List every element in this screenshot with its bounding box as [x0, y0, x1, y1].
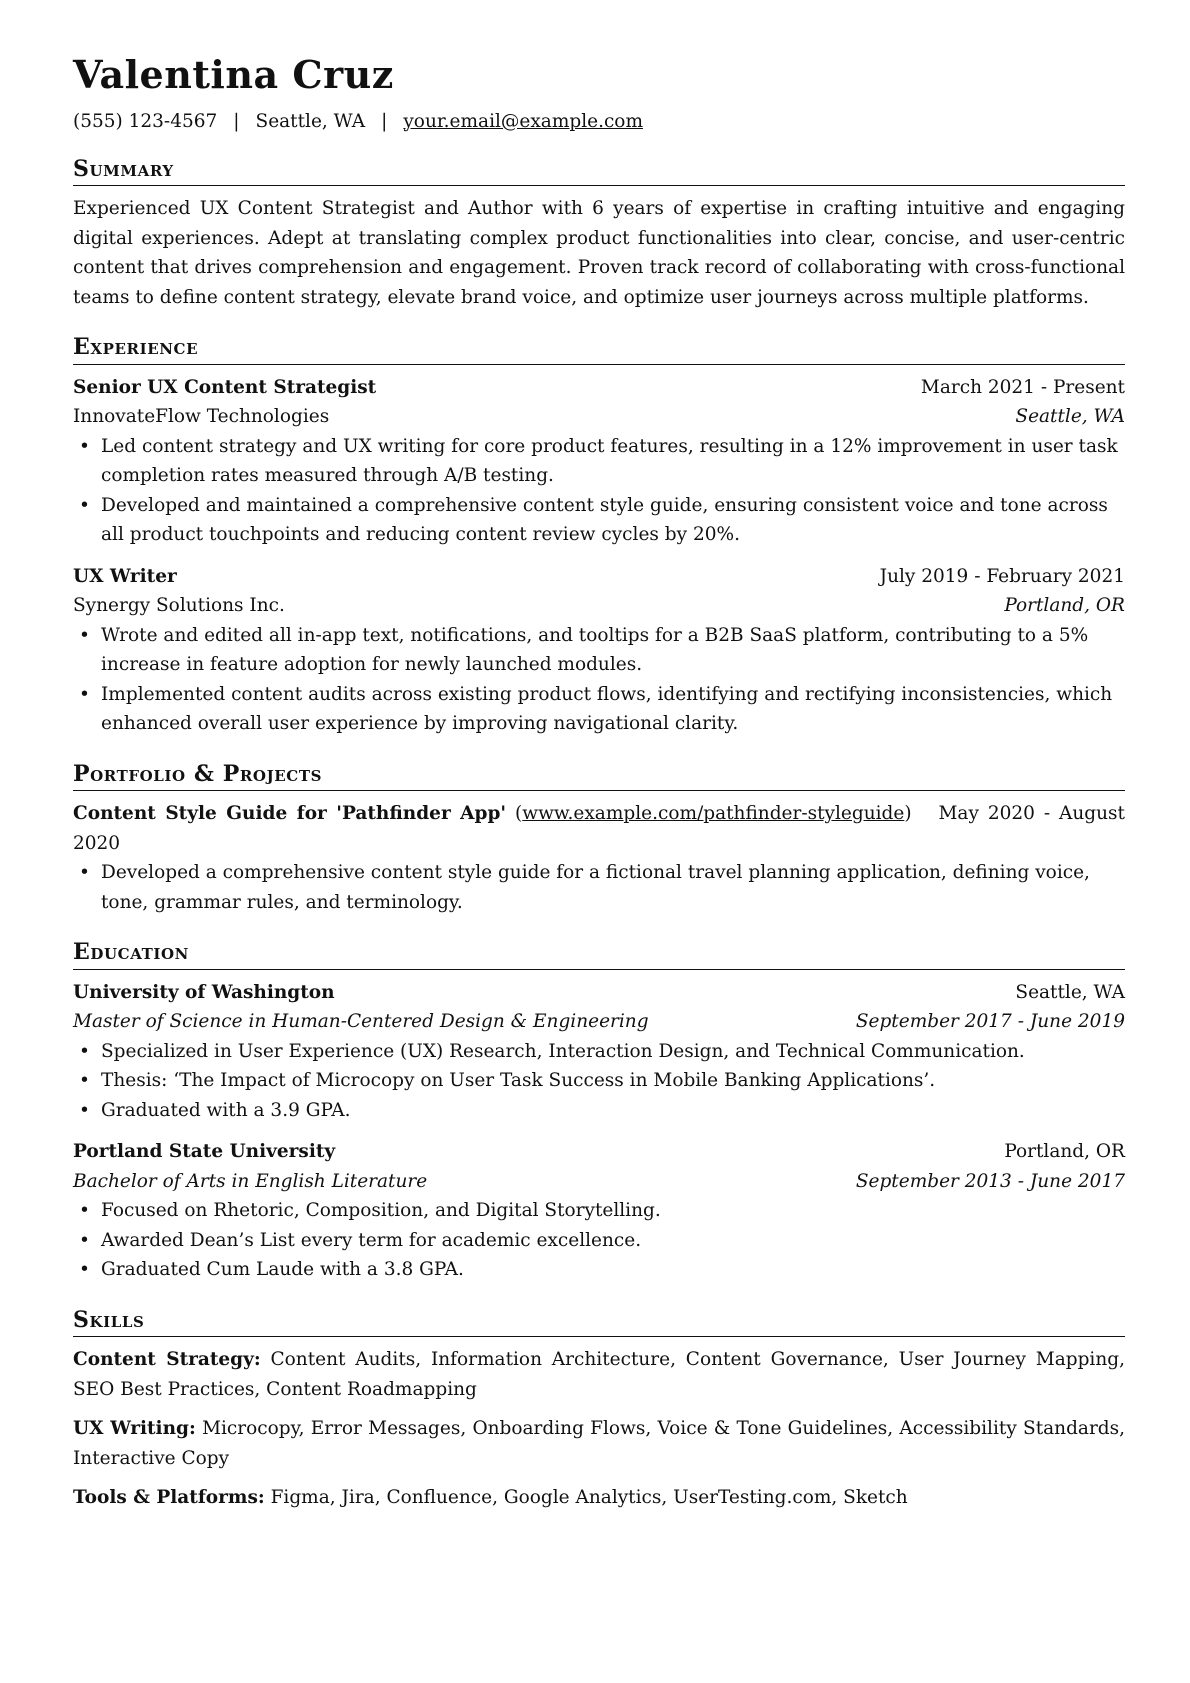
school-location: Seattle, WA	[1015, 981, 1125, 1003]
skill-items: Content Audits, Information Architecture, Content Governance, User Journey Mapping, SEO Best Practices, Content Roadmapping	[73, 1349, 1125, 1400]
contact-location: Seattle, WA	[255, 110, 366, 132]
skill-items: Microcopy, Error Messages, Onboarding Flows, Voice & Tone Guidelines, Accessibility Standards, Interactive Copy	[73, 1418, 1125, 1469]
project-header	[73, 799, 1125, 858]
degree-name: Bachelor of Arts in English Literature	[73, 1170, 428, 1192]
job-header-row	[73, 373, 1125, 403]
project-link[interactable]: www.example.com/pathfinder-styleguide	[522, 803, 905, 825]
degree-row	[73, 1007, 1125, 1037]
education-bullets	[73, 1037, 1125, 1126]
job-bullets	[73, 432, 1125, 550]
degree-dates: September 2017 - June 2019	[855, 1011, 1125, 1033]
degree-name: Master of Science in Human-Centered Design & Engineering	[73, 1011, 649, 1033]
school-row	[73, 1137, 1125, 1167]
bullet-item: • Wrote and edited all in-app text, notifications, and tooltips for a B2B SaaS platform, contributing to a 5% increase in feature adoption for newly launched modules.	[73, 621, 1125, 680]
skill-label: UX Writing:	[73, 1418, 196, 1440]
skill-label: Content Strategy:	[73, 1349, 261, 1371]
contact-separator: |	[233, 110, 240, 132]
section-title-experience: Experience	[73, 334, 1125, 365]
school-name: Portland State University	[73, 1141, 336, 1163]
job-location: Seattle, WA	[1015, 406, 1125, 428]
bullet-item: • Developed a comprehensive content style guide for a fictional travel planning application, defining voice, tone, grammar rules, and terminology.	[73, 858, 1125, 917]
job-title: Senior UX Content Strategist	[73, 376, 377, 398]
school-row	[73, 978, 1125, 1008]
bullet-item: • Led content strategy and UX writing for core product features, resulting in a 12% improvement in user task completion rates measured through A/B testing.	[73, 432, 1125, 491]
job-entry	[73, 562, 1125, 739]
job-company: InnovateFlow Technologies	[73, 406, 330, 428]
job-title: UX Writer	[73, 565, 177, 587]
section-title-skills: Skills	[73, 1307, 1125, 1338]
school-name: University of Washington	[73, 981, 335, 1003]
project-entry	[73, 799, 1125, 917]
section-title-education: Education	[73, 939, 1125, 970]
skill-items: Figma, Jira, Confluence, Google Analytics, UserTesting.com, Sketch	[270, 1487, 908, 1509]
phone-number: (555) 123-4567	[73, 110, 218, 132]
job-bullets	[73, 621, 1125, 739]
education-bullets	[73, 1196, 1125, 1285]
skill-group	[73, 1345, 1125, 1404]
job-entry	[73, 373, 1125, 550]
bullet-item: • Focused on Rhetoric, Composition, and Digital Storytelling.	[73, 1196, 1125, 1226]
bullet-item: • Developed and maintained a comprehensive content style guide, ensuring consistent voice and tone across all product touchpoints and reducing content review cycles by 20%.	[73, 491, 1125, 550]
skill-label: Tools & Platforms:	[73, 1487, 265, 1509]
education-entry	[73, 978, 1125, 1126]
project-link-close: )	[904, 803, 912, 825]
school-location: Portland, OR	[1004, 1141, 1125, 1163]
contact-line	[73, 110, 1125, 134]
bullet-item: • Graduated Cum Laude with a 3.8 GPA.	[73, 1255, 1125, 1285]
skill-group	[73, 1414, 1125, 1473]
resume-page	[73, 52, 1125, 1513]
section-title-projects: Portfolio & Projects	[73, 761, 1125, 792]
job-location: Portland, OR	[1004, 595, 1125, 617]
project-link-open: (	[515, 803, 523, 825]
bullet-item: • Thesis: ‘The Impact of Microcopy on User Task Success in Mobile Banking Applications’.	[73, 1066, 1125, 1096]
email-link[interactable]: your.email@example.com	[403, 110, 643, 132]
bullet-item: • Implemented content audits across existing product flows, identifying and rectifying inconsistencies, which enhanced overall user experience by improving navigational clarity.	[73, 680, 1125, 739]
education-entry	[73, 1137, 1125, 1285]
skill-group	[73, 1483, 1125, 1513]
job-header-row	[73, 562, 1125, 592]
section-title-summary: Summary	[73, 156, 1125, 187]
job-dates: July 2019 - February 2021	[879, 565, 1125, 587]
project-bullets	[73, 858, 1125, 917]
project-dates: May 2020 - August 2020	[73, 803, 1125, 854]
job-company-row	[73, 591, 1125, 621]
degree-row	[73, 1167, 1125, 1197]
bullet-item: • Specialized in User Experience (UX) Research, Interaction Design, and Technical Communication.	[73, 1037, 1125, 1067]
candidate-name: Valentina Cruz	[73, 52, 394, 97]
job-company: Synergy Solutions Inc.	[73, 595, 285, 617]
degree-dates: September 2013 - June 2017	[855, 1170, 1125, 1192]
job-dates: March 2021 - Present	[920, 376, 1125, 398]
summary-text: Experienced UX Content Strategist and Author with 6 years of expertise in crafting intuitive and engaging digital experiences. Adept at translating complex product functionalities into clear, concise, and user-centric content that drives comprehension and engagement. Proven track record of collaborating with cross-functional teams to define content strategy, elevate brand voice, and optimize user journeys across multiple platforms.	[73, 198, 1125, 308]
bullet-item: • Awarded Dean’s List every term for academic excellence.	[73, 1226, 1125, 1256]
bullet-item: • Graduated with a 3.9 GPA.	[73, 1096, 1125, 1126]
job-company-row	[73, 402, 1125, 432]
project-name: Content Style Guide for 'Pathfinder App'	[73, 803, 507, 825]
contact-separator: |	[381, 110, 388, 132]
